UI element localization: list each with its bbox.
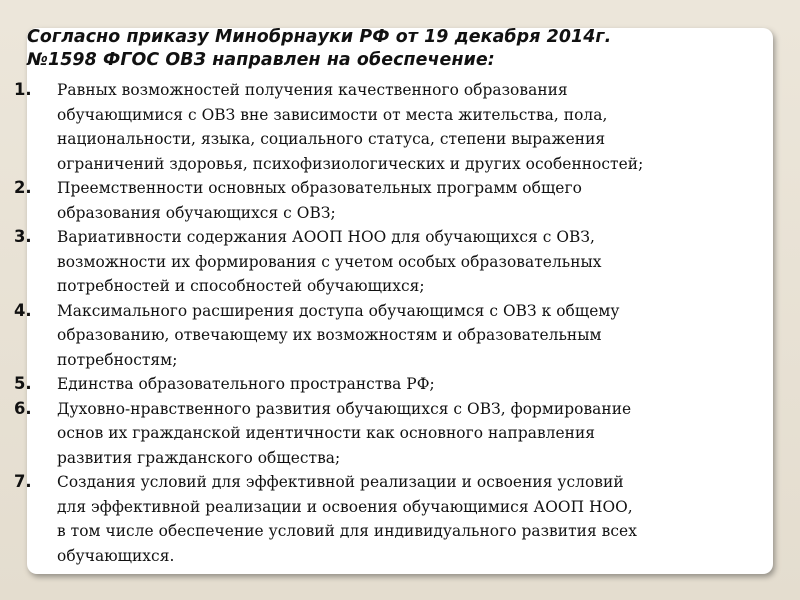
item-number: 4. bbox=[14, 300, 32, 320]
list-item bbox=[0, 176, 800, 225]
item-text-line: образованию, отвечающему их возможностям и образовательным bbox=[57, 326, 602, 344]
heading-line: №1598 ФГОС ОВЗ направлен на обеспечение: bbox=[27, 50, 495, 70]
item-text-line: для эффективной реализации и освоения обучающимися АООП НОО, bbox=[57, 497, 633, 516]
list-item bbox=[0, 299, 800, 373]
item-text-line: Преемственности основных образовательных программ общего bbox=[57, 179, 582, 197]
item-text-line: Единства образовательного пространства РФ; bbox=[57, 375, 435, 393]
slide-heading bbox=[27, 26, 767, 72]
item-text-line: Максимального расширения доступа обучающимся с ОВЗ к общему bbox=[57, 301, 620, 320]
provisions-list bbox=[0, 78, 800, 568]
item-text-line: национальности, языка, социального статуса, степени выражения bbox=[57, 130, 606, 148]
heading-line: Согласно приказу Минобрнауки РФ от 19 декабря 2014г. bbox=[27, 27, 612, 47]
item-number: 6. bbox=[14, 398, 32, 418]
item-text-line: Равных возможностей получения качественного образования bbox=[57, 81, 568, 99]
item-text-line: основ их гражданской идентичности как основного направления bbox=[57, 424, 596, 442]
item-text-line: потребностей и способностей обучающихся; bbox=[57, 277, 425, 295]
item-text-line: потребностям; bbox=[57, 350, 178, 369]
item-text-line: обучающихся. bbox=[57, 546, 175, 565]
item-text-line: Создания условий для эффективной реализации и освоения условий bbox=[57, 473, 624, 491]
item-text-line: образования обучающихся с ОВЗ; bbox=[57, 203, 336, 222]
item-text-line: Вариативности содержания АООП НОО для обучающихся с ОВЗ, bbox=[57, 228, 595, 246]
item-number: 5. bbox=[14, 374, 32, 393]
item-number: 2. bbox=[14, 178, 32, 197]
item-number: 1. bbox=[14, 80, 32, 99]
item-text-line: Духовно-нравственного развития обучающихся с ОВЗ, формирование bbox=[57, 399, 632, 418]
list-item bbox=[0, 225, 800, 299]
item-text-line: развития гражданского общества; bbox=[57, 448, 341, 467]
item-text-line: возможности их формирования с учетом особых образовательных bbox=[57, 252, 602, 271]
list-item bbox=[0, 470, 800, 568]
item-text-line: в том числе обеспечение условий для индивидуального развития всех bbox=[57, 522, 637, 540]
item-number: 7. bbox=[14, 472, 32, 491]
item-text-line: ограничений здоровья, психофизиологических и других особенностей; bbox=[57, 154, 644, 173]
list-item bbox=[0, 372, 800, 397]
list-item bbox=[0, 78, 800, 176]
list-item bbox=[0, 397, 800, 471]
item-number: 3. bbox=[14, 227, 32, 246]
item-text-line: обучающимися с ОВЗ вне зависимости от места жительства, пола, bbox=[57, 105, 608, 124]
